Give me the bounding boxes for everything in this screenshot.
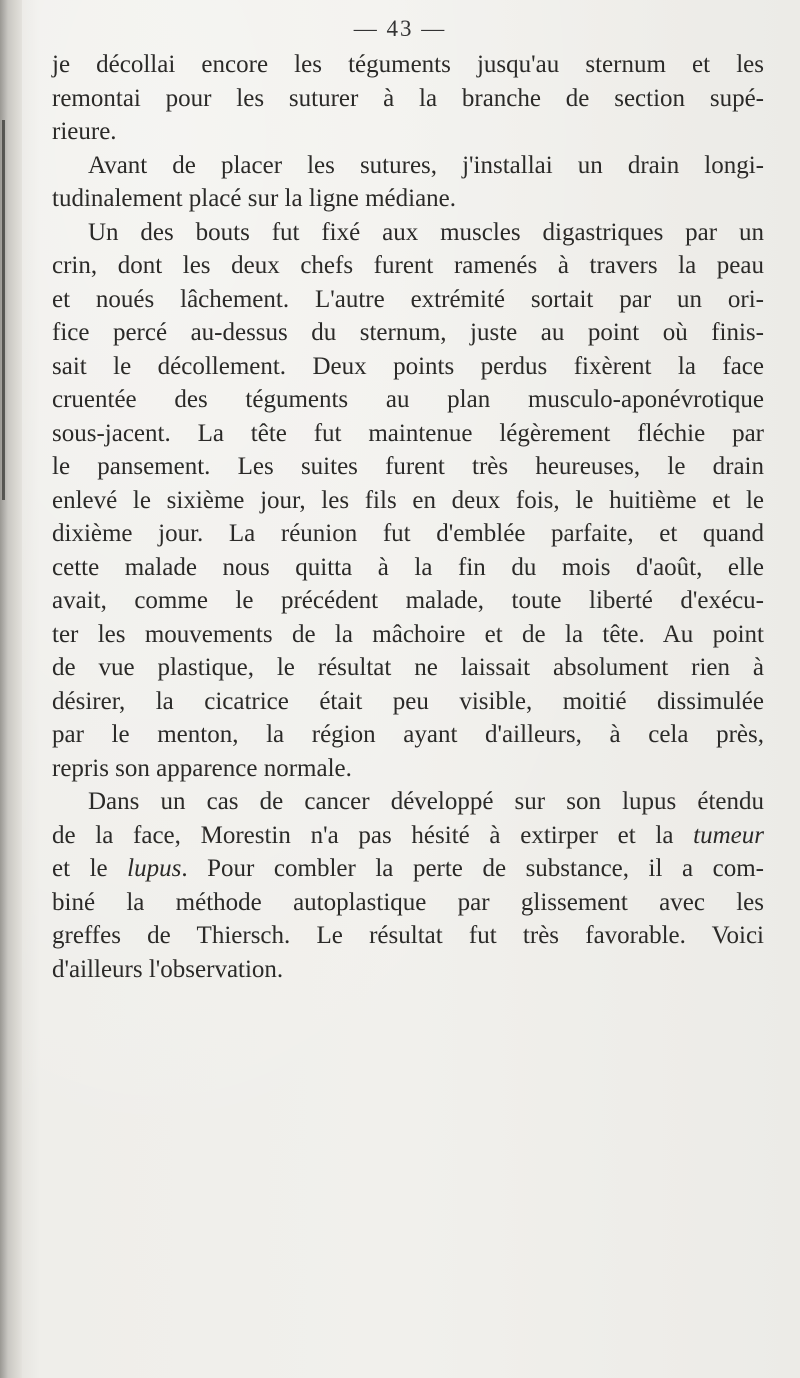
text-run: et le [52,855,128,882]
paragraph-1 [52,48,764,149]
text-line: sait le décollement. Deux points perdus fixèrent la face [52,352,764,380]
italic-term-lupus: lupus [127,855,182,882]
text-run: . Pour combler la perte de substance, il a com- [181,855,764,882]
text-line [52,886,764,920]
text-line: avait, comme le précédent malade, toute liberté d'exécu- [52,587,764,614]
text-line [52,919,764,953]
text-line [52,953,764,987]
binding-edge [0,0,22,1378]
text-line: et noués lâchement. L'autre extrémité sortait par un ori- [52,285,764,313]
text-line: repris son apparence normale. [52,754,352,782]
text-line: enlevé le sixième jour, les fils en deux fois, le huitième et le [52,486,764,514]
text-line: le pansement. Les suites furent très heureuses, le drain [52,453,764,480]
body-text [52,48,764,986]
paragraph-4 [52,785,764,986]
text-line [52,852,764,886]
page-number: — 43 — [353,16,447,41]
text-line: rieure. [52,118,117,145]
text-line [52,819,764,853]
text-line: remontai pour les suturer à la branche de section supé- [52,84,764,112]
text-line: je décollai encore les téguments jusqu'au sternum et les [52,51,764,78]
paragraph-2 [52,149,764,216]
text-line: Avant de placer les sutures, j'installai un drain longi- [88,151,764,179]
text-line: cruentée des téguments au plan musculo-aponévrotique [52,386,764,413]
text-line: tudinalement placé sur la ligne médiane. [52,185,457,212]
text-line: de vue plastique, le résultat ne laissait absolument rien à [52,654,764,681]
text-line: sous-jacent. La tête fut maintenue légèrement fléchie par [52,419,764,447]
text-line: cette malade nous quitta à la fin du mois d'août, elle [52,553,764,581]
text-line [52,785,764,819]
text-line: fice percé au-dessus du sternum, juste au point où finis- [52,319,764,346]
text-line: crin, dont les deux chefs furent ramenés à travers la peau [52,252,764,279]
text-line: désirer, la cicatrice était peu visible, moitié dissimulée [52,687,764,715]
italic-term-tumeur: tumeur [693,821,764,849]
text-run: biné la méthode autoplastique par glissement avec les [52,888,764,916]
text-line: Un des bouts fut fixé aux muscles digastriques par un [88,218,764,246]
text-run: greffes de Thiersch. Le résultat fut très favorable. Voici [52,922,764,949]
text-line: ter les mouvements de la mâchoire et de la tête. Au point [52,620,764,648]
text-run: d'ailleurs l'observation. [52,955,284,983]
text-line: par le menton, la région ayant d'ailleurs, à cela près, [52,721,764,748]
text-run: Dans un cas de cancer développé sur son lupus étendu [88,788,764,815]
text-run: de la face, Morestin n'a pas hésité à extirper et la [52,821,694,849]
paragraph-3 [52,216,764,786]
text-line: dixième jour. La réunion fut d'emblée parfaite, et quand [52,520,764,547]
